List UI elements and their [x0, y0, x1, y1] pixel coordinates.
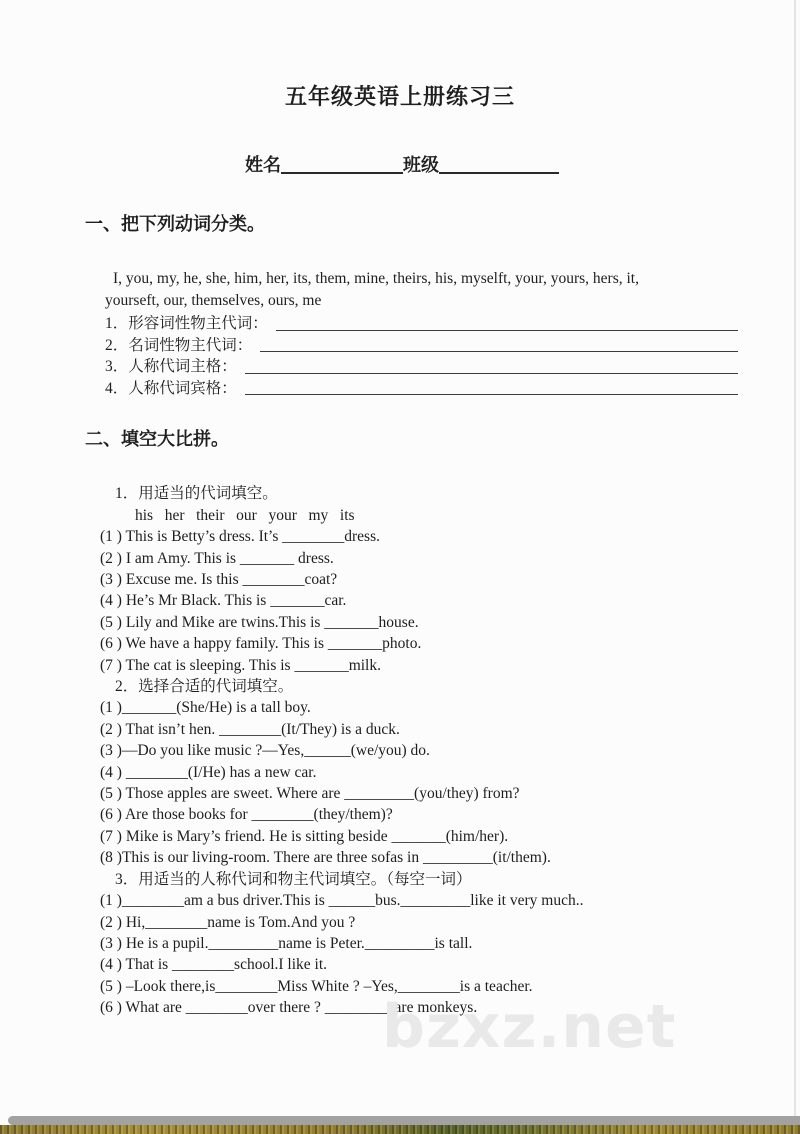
- question-line: (7 ) The cat is sleeping. This is _______milk.: [100, 656, 381, 674]
- question-line: (6 ) We have a happy family. This is _______photo.: [100, 635, 422, 653]
- question-line: (5 ) Lily and Mike are twins.This is _______house.: [100, 613, 419, 631]
- answer-blank-line: [245, 356, 738, 374]
- question-line: (6 ) What are ________over there ? _________are monkeys.: [100, 999, 478, 1017]
- answer-blank-line: [260, 335, 738, 353]
- question-line: (3 ) Excuse me. Is this ________coat?: [100, 571, 338, 588]
- word-bank-line2: yourseft, our, themselves, ours, me: [105, 291, 322, 309]
- watermark-text: bzxz.net: [382, 992, 677, 1062]
- question-line: (3 )—Do you like music ?—Yes,______(we/you) do.: [100, 742, 430, 760]
- part1-pronoun-bank: his her their our your my its: [135, 506, 355, 524]
- classify-item: [105, 335, 738, 357]
- question-line: (4 ) That is ________school.I like it.: [100, 956, 328, 974]
- name-label: 姓名: [245, 155, 281, 175]
- name-class-line: [245, 154, 800, 176]
- word-bank-line1: I, you, my, he, she, him, her, its, them, mine, theirs, his, myselft, your, yours, hers, it,: [113, 270, 639, 287]
- question-line: (4 ) He’s Mr Black. This is _______car.: [100, 592, 347, 610]
- section1-word-bank: [105, 268, 740, 311]
- section1-heading: 一、把下列动词分类。: [85, 214, 265, 234]
- question-line: (1 )_______(She/He) is a tall boy.: [100, 699, 311, 717]
- question-line: (4 ) ________(I/He) has a new car.: [100, 763, 317, 781]
- part2-title: 2．选择合适的代词填空。: [115, 678, 294, 696]
- question-line: (2 ) Hi,________name is Tom.And you ?: [100, 913, 356, 931]
- classify-item-label: 4．人称代词宾格：: [105, 379, 237, 397]
- question-line: (5 ) –Look there,is________Miss White ? –Yes,________is a teacher.: [100, 977, 533, 995]
- question-line: (5 ) Those apples are sweet. Where are _________(you/they) from?: [100, 785, 520, 803]
- question-line: (8 )This is our living-room. There are three sofas in _________(it/them).: [100, 849, 551, 867]
- background-photo-strip: [0, 1125, 800, 1134]
- question-line: (2 ) I am Amy. This is _______ dress.: [100, 549, 334, 567]
- classify-item-label: 2．名词性物主代词：: [105, 336, 253, 354]
- page-edge-divider: [794, 0, 796, 1116]
- classify-item: [105, 378, 738, 400]
- question-line: (7 ) Mike is Mary’s friend. He is sitting beside _______(him/her).: [100, 827, 509, 845]
- question-line: (2 ) That isn’t hen. ________(It/They) is a duck.: [100, 720, 400, 738]
- question-line: (1 )________am a bus driver.This is ______bus._________like it very much..: [100, 892, 584, 910]
- part1-title: 1．用适当的代词填空。: [115, 485, 278, 503]
- page-title: 五年级英语上册练习三: [284, 84, 515, 109]
- question-line: (3 ) He is a pupil._________name is Peter._________is tall.: [100, 934, 473, 952]
- classify-item-label: 1．形容词性物主代词：: [105, 315, 268, 332]
- classify-item-label: 3．人称代词主格：: [105, 358, 237, 376]
- section1-items: [105, 313, 738, 399]
- classify-item: [105, 313, 738, 335]
- question-line: (1 ) This is Betty’s dress. It’s ________dress.: [100, 528, 380, 546]
- part3-title: 3．用适当的人称代词和物主代词填空。（每空一词）: [115, 870, 472, 888]
- class-label: 班级: [403, 155, 439, 175]
- section2-body: [85, 483, 745, 1018]
- answer-blank-line: [245, 378, 738, 396]
- answer-blank-line: [276, 313, 738, 331]
- section2-heading: 二、填空大比拼。: [85, 429, 229, 450]
- horizontal-scrollbar-thumb[interactable]: [8, 1116, 800, 1125]
- name-blank: [281, 160, 403, 174]
- question-line: (6 ) Are those books for ________(they/them)?: [100, 806, 393, 824]
- class-blank: [439, 160, 559, 174]
- classify-item: [105, 356, 738, 378]
